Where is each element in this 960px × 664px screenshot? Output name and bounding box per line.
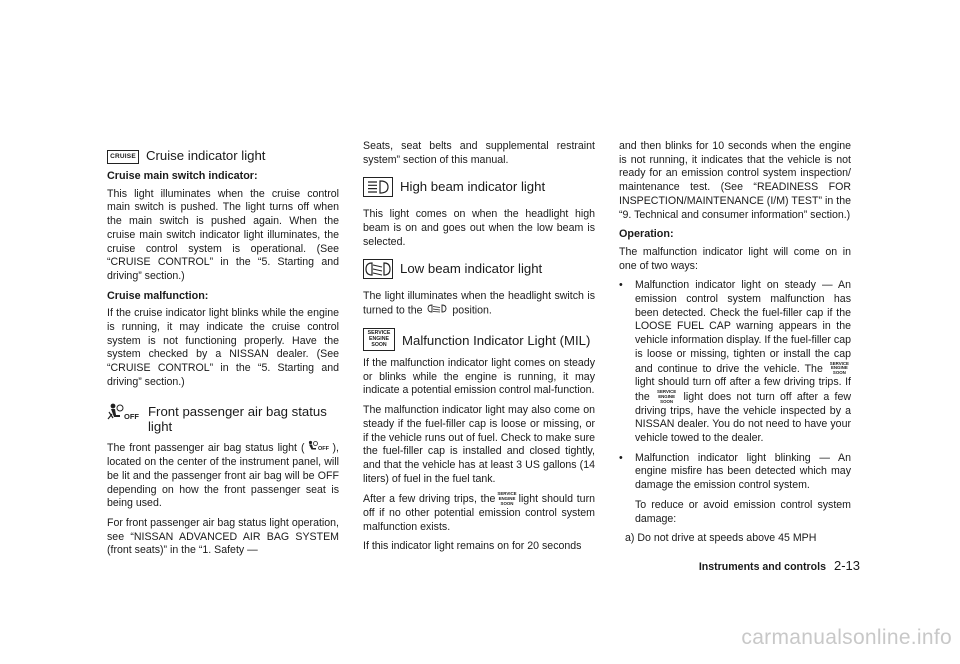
malfunction-heading: Cruise malfunction: [107,289,209,302]
service-engine-soon-icon: SERVICE ENGINE SOON [363,328,395,351]
mil-title: Malfunction Indicator Light (MIL) [402,332,591,348]
operation-text: The malfunction indicator light will come on in one of two ways: [619,245,851,272]
airbag-off-inline-icon [307,440,331,457]
column-2 [363,140,595,560]
service-engine-soon-inline-icon: SERVICE ENGINE SOON [657,388,677,404]
airbag-title: Front passenger air bag status light [148,403,327,434]
mil-paragraph-1: If the malfunction indicator light comes on steady or blinks while the engine is running, it may indicate a potential emission control mal-function. [363,356,595,397]
mil-heading [363,328,595,351]
main-switch-heading: Cruise main switch indicator: [107,170,258,182]
mil-paragraph-4: If this indicator light remains on for 20 seconds [363,540,582,553]
list-item-a: a) Do not drive at speeds above 45 MPH [625,532,817,545]
mil-paragraph-2: The malfunction indicator light may also come on steady if the fuel-filler cap is loose or missing, or if the vehicle runs out of fuel. Check to make sure the fuel-filler cap is installed and closed tightly, and that the vehicle has at least 3 US gallons (14 liters) of fuel in the fuel tank. [363,404,596,485]
low-beam-title: Low beam indicator light [400,261,543,277]
high-beam-icon [363,177,393,202]
high-beam-title: High beam indicator light [400,179,546,195]
page-footer [680,558,860,573]
svg-text:OFF: OFF [317,445,329,452]
cruise-heading [107,146,339,164]
low-beam-heading [363,259,595,284]
reduce-damage-text: To reduce or avoid emission control system damage: [635,498,851,525]
low-beam-icon [363,259,393,284]
service-engine-soon-inline-icon: SERVICE ENGINE SOON [829,360,849,376]
mil-paragraph-3: After a few driving trips, the SERVICE ENGINE SOON light should turn off if no other potential emission control system malfunction exists. [363,491,595,533]
operation-list [619,279,851,493]
cruise-title: Cruise indicator light [146,148,266,163]
high-beam-heading [363,177,595,202]
column-3 [619,140,851,552]
low-beam-inline-icon [427,304,447,318]
service-engine-soon-inline-icon: SERVICE ENGINE SOON [497,491,517,506]
page-number: 2-13 [833,558,860,573]
airbag-paragraph-1: The front passenger air bag status light ( OFF ), located on the center of the instrument panel, will be lit and the passenger front air bag will be OFF depending on how the front passenger seat is being used. [107,440,339,512]
column-1 [107,140,339,564]
list-item: • Malfunction indicator light on steady — An emission control system malfunction has been detected. Check the fuel-filler cap if the LOOSE FUEL CAP warning appears in the vehicle information display. If the fuel-filler cap is loose or missing, tighten or install the cap and continue to drive the vehicle. The SERVICE ENGINE SOON light should turn off after a few driving trips. If the SERVICE ENGINE SOON light does not turn off after a few driving trips, have the vehicle inspected by a NISSAN dealer. You do not need to have your vehicle towed to the dealer. [619,279,851,445]
footer-section-title: Instruments and controls [698,561,826,573]
airbag-off-icon [107,402,141,427]
low-beam-text: The light illuminates when the headlight switch is turned to the position. [363,289,595,317]
cruise-indicator-icon: CRUISE [107,146,139,164]
operation-heading: Operation: [619,228,674,241]
main-switch-text: This light illuminates when the cruise control main switch is pushed. The light turns off when the main switch is pushed again. When the cruise main switch indicator light illuminates, the cruise control system is operational. (See “CRUISE CONTROL” in the “5. Starting and driving” section.) [107,187,339,282]
col2-continued-text: Seats, seat belts and supplemental restraint system” section of this manual. [363,140,595,166]
airbag-paragraph-2: For front passenger air bag status light operation, see “NISSAN ADVANCED AIR BAG SYSTEM (front seats)” in the “1. Safety — [107,517,339,557]
high-beam-text: This light comes on when the headlight high beam is on and goes out when the low beam is selected. [363,208,595,248]
watermark: carmanualsonline.info [741,626,952,649]
list-item: • Malfunction indicator light blinking — An engine misfire has been detected which may damage the emission control system. [619,451,851,492]
col3-continued-text: and then blinks for 10 seconds when the engine is not running, it indicates that the vehicle is not ready for an emission control system inspection/ maintenance test. (See “READINESS FOR INSPECTION/MAINTENANCE (I/M) TEST” in the “9. Technical and consumer information” section.) [619,140,851,221]
airbag-heading [107,402,339,434]
svg-text:OFF: OFF [124,411,139,421]
malfunction-text: If the cruise indicator light blinks while the engine is running, it may indicate the cruise control system is not functioning properly. Have the system checked by a NISSAN dealer. (See “CRUISE CONTROL” in the “5. Starting and driving” section.) [107,307,339,388]
